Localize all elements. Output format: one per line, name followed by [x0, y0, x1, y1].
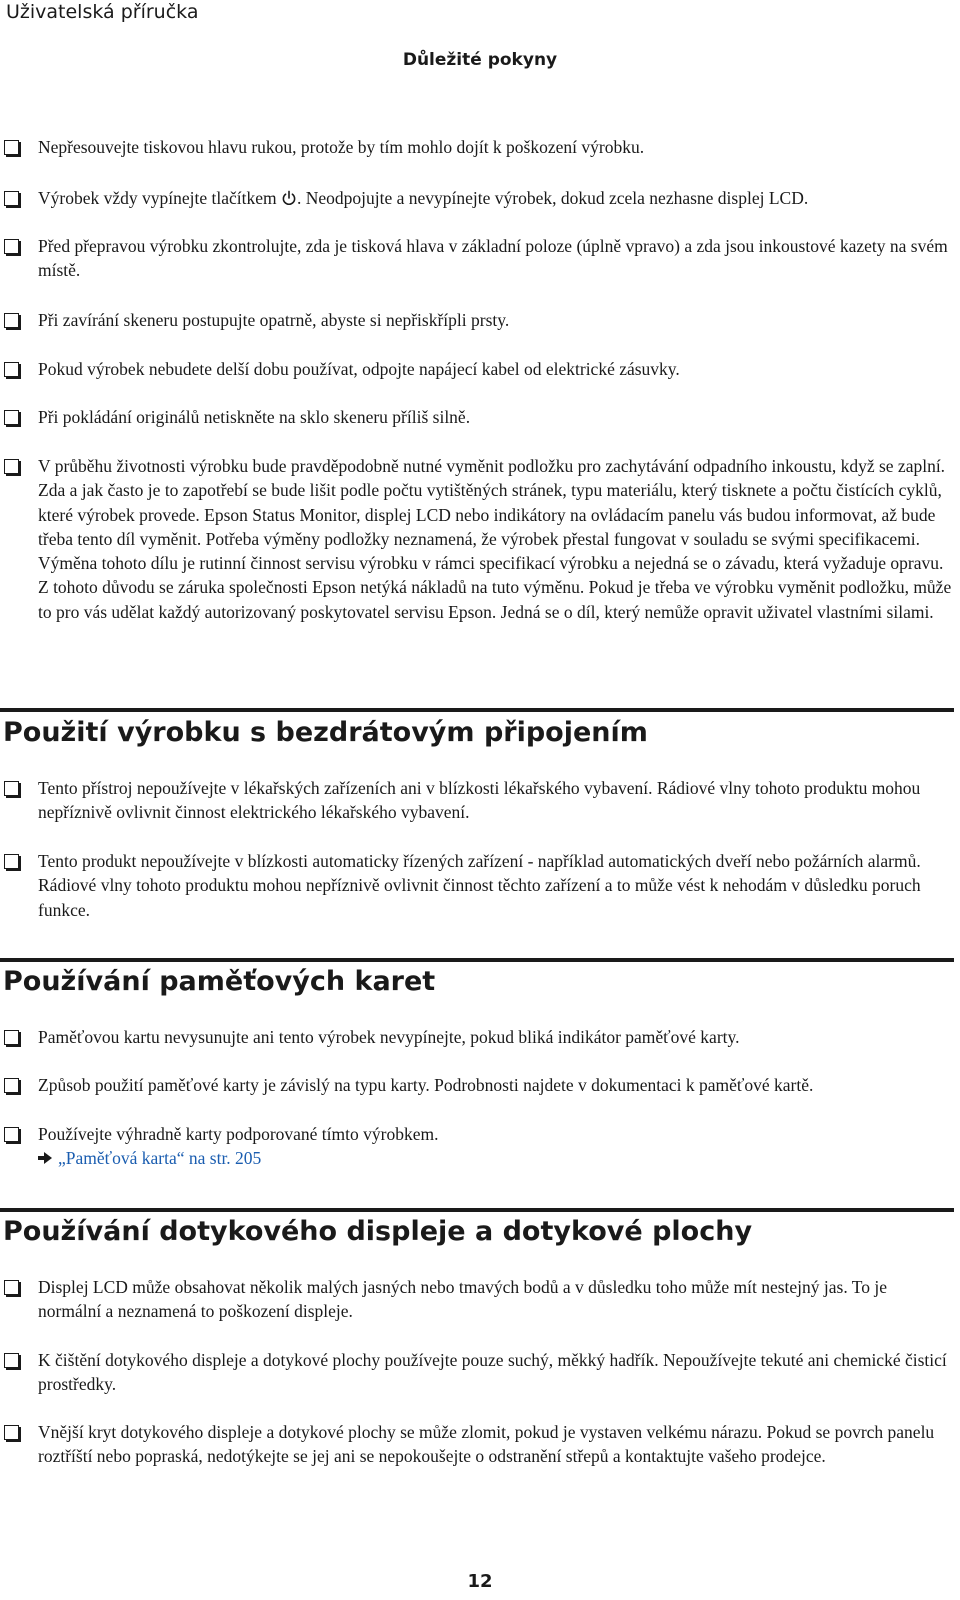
- arrow-right-icon: [38, 1152, 52, 1164]
- checkbox-bullet-icon: [4, 362, 19, 377]
- checkbox-bullet-icon: [4, 313, 19, 328]
- checkbox-bullet-icon: [4, 781, 19, 796]
- checkbox-bullet-icon: [4, 1078, 19, 1093]
- list-item-text: Při zavírání skeneru postupujte opatrně, abyste si nepřiskřípli prsty.: [38, 310, 510, 330]
- section-divider: [0, 1208, 954, 1212]
- list-item-text: Tento přístroj nepoužívejte v lékařských zařízeních ani v blízkosti lékařského vybavení. Rádiové vlny tohoto produktu mohou nepříznivě ovlivnit činnost elektrického lékařského vybavení.: [38, 778, 921, 823]
- section-divider: [0, 958, 954, 962]
- list-item-text: Displej LCD může obsahovat několik malých jasných nebo tmavých bodů a v důsledku toho může mít nestejný jas. To je normální a neznamená to poškození displeje.: [38, 1277, 887, 1322]
- page-number: 12: [467, 1571, 493, 1592]
- power-item-text-before: Výrobek vždy vypínejte tlačítkem: [38, 188, 277, 208]
- list-item-text: K čištění dotykového displeje a dotykové plochy používejte pouze suchý, měkký hadřík. Nepoužívejte tekuté ani chemické čisticí prostředky.: [38, 1350, 947, 1395]
- section-heading-memory-cards: Používání paměťových karet: [3, 966, 436, 997]
- list-item-text: Tento produkt nepoužívejte v blízkosti automaticky řízených zařízení - například automatických dveří nebo požárních alarmů. Rádiové vlny tohoto produktu mohou nepříznivě ovlivnit činnost těchto zařízení a to může vést k nehodám v důsledku poruch funkce.: [38, 851, 921, 920]
- list-item-text: Nepřesouvejte tiskovou hlavu rukou, protože by tím mohlo dojít k poškození výrobku.: [38, 137, 645, 157]
- list-item-text: Způsob použití paměťové karty je závislý na typu karty. Podrobnosti najdete v dokumentaci k paměťové kartě.: [38, 1075, 814, 1095]
- list-item-text: Pokud výrobek nebudete delší dobu používat, odpojte napájecí kabel od elektrické zásuvky.: [38, 359, 680, 379]
- list-item-text: [38, 186, 954, 210]
- checkbox-bullet-icon: [4, 1353, 19, 1368]
- list-item-text: Před přepravou výrobku zkontrolujte, zda je tisková hlava v základní poloze (úplně vpravo) a zda jsou inkoustové kazety na svém místě.: [38, 236, 948, 281]
- checkbox-bullet-icon: [4, 1127, 19, 1142]
- document-title: Uživatelská příručka: [6, 1, 199, 23]
- checkbox-bullet-icon: [4, 1030, 19, 1045]
- list-item-text: Paměťovou kartu nevysunujte ani tento výrobek nevypínejte, pokud bliká indikátor paměťové karty.: [38, 1027, 740, 1047]
- checkbox-bullet-icon: [4, 459, 19, 474]
- checkbox-bullet-icon: [4, 854, 19, 869]
- checkbox-bullet-icon: [4, 410, 19, 425]
- checkbox-bullet-icon: [4, 191, 19, 206]
- checkbox-bullet-icon: [4, 239, 19, 254]
- list-item-text: [38, 1122, 954, 1171]
- list-item-text-line: Používejte výhradně karty podporované tímto výrobkem.: [38, 1124, 439, 1144]
- list-item-text: Při pokládání originálů netiskněte na sklo skeneru příliš silně.: [38, 407, 471, 427]
- section-heading-wireless: Použití výrobku s bezdrátovým připojením: [3, 717, 648, 748]
- power-item-text-after: . Neodpojujte a nevypínejte výrobek, dokud zcela nezhasne displej LCD.: [296, 188, 809, 208]
- list-item-text: Vnější kryt dotykového displeje a dotykové plochy se může zlomit, pokud je vystaven velkému nárazu. Pokud se povrch panelu roztříští nebo popraská, nedotýkejte se jej ani se nepokoušejte o odstranění střepů a kontaktujte vašeho prodejce.: [38, 1422, 935, 1467]
- list-item-text: V průběhu životnosti výrobku bude pravděpodobně nutné vyměnit podložku pro zachytávání odpadního inkoustu, když se zaplní. Zda a jak často je to zapotřebí se bude lišit podle počtu vytištěných stránek, typu materiálu, který tisknete a počtu čistících cyklů, které výrobek provede. Epson Status Monitor, displej LCD nebo indikátory na ovládacím panelu vás budou informovat, až bude třeba tento díl vyměnit. Potřeba výměny podložky neznamená, že výrobek přestal fungovat v souladu se svými specifikacemi. Výměna tohoto dílu je rutinní činnost servisu výrobku v rámci specifikací výrobku a nejedná se o závadu, která vyžaduje opravu. Z tohoto důvodu se záruka společnosti Epson netýká nákladů na tuto výměnu. Pokud je třeba ve výrobku vyměnit podložku, může to pro vás udělat každý autorizovaný poskytovatel servisu Epson. Jedná se o díl, který nemůže opravit uživatel vlastními silami.: [38, 456, 952, 622]
- section-heading-touch-display: Používání dotykového displeje a dotykové plochy: [3, 1216, 753, 1247]
- checkbox-bullet-icon: [4, 140, 19, 155]
- checkbox-bullet-icon: [4, 1425, 19, 1440]
- cross-reference-link[interactable]: „Paměťová karta“ na str. 205: [58, 1148, 262, 1169]
- cross-reference: [38, 1146, 954, 1170]
- power-icon: [281, 190, 297, 206]
- chapter-title: Důležité pokyny: [402, 50, 558, 70]
- checkbox-bullet-icon: [4, 1280, 19, 1295]
- section-divider: [0, 708, 954, 712]
